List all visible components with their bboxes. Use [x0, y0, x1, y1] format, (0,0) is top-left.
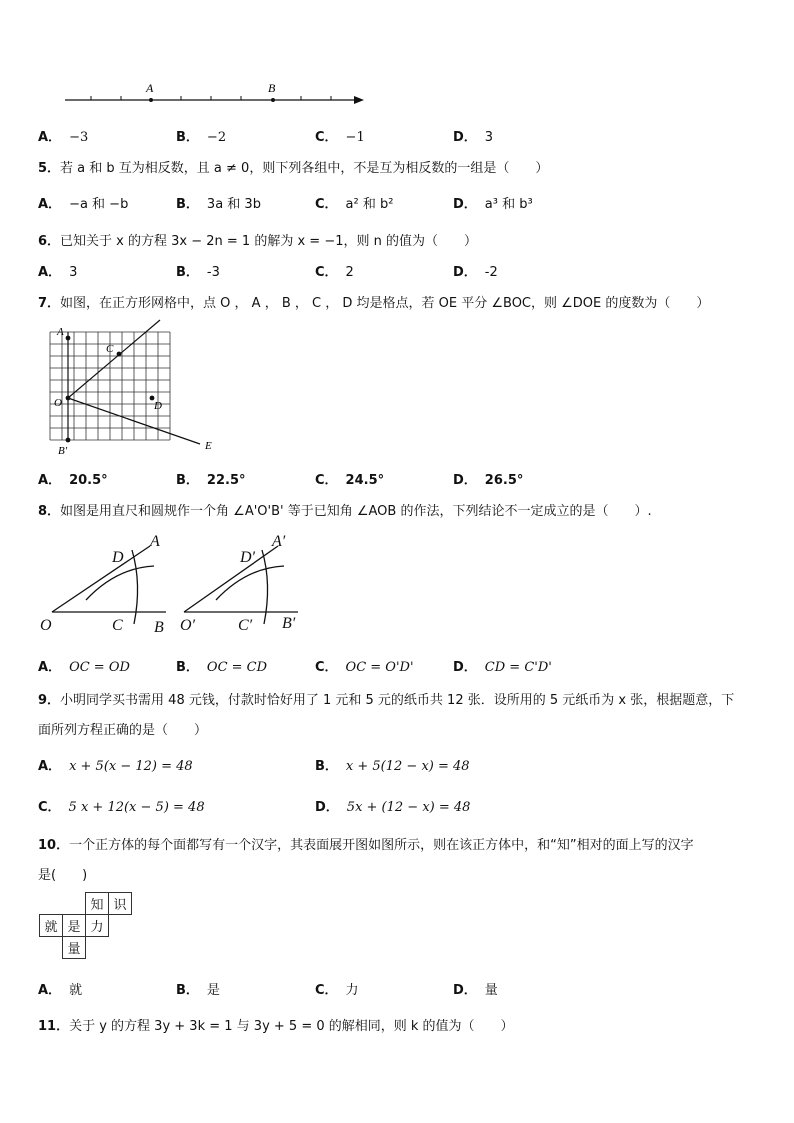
- grid-label-b: B': [58, 445, 68, 457]
- q7-option-a: A． 20.5°: [38, 473, 108, 488]
- q9-stem-line1: 9．小明同学买书需用 48 元钱，付款时恰好用了 1 元和 5 元的纸币共 12 张．设所用的 5 元纸币为 x 张，根据题意，下: [38, 693, 735, 708]
- grid-label-o: O: [54, 397, 62, 409]
- compass-construction-figure: [36, 528, 326, 640]
- net-cell-shi2: 是: [63, 915, 86, 937]
- q8-option-b: B． OC = CD: [176, 660, 268, 675]
- q8-option-a: A． OC = OD: [38, 660, 130, 675]
- grid-label-c: C: [106, 343, 114, 355]
- q8-stem: 8．如图是用直尺和圆规作一个角 ∠A'O'B' 等于已知角 ∠AOB 的作法，下列结论不一定成立的是（ ）.: [38, 504, 652, 519]
- q5-option-a: A． −a 和 −b: [38, 197, 129, 212]
- q8-option-d: D． CD = C'D': [453, 660, 552, 675]
- q4-option-d: D． 3: [453, 130, 494, 145]
- q4-option-b: B． −2: [176, 130, 227, 145]
- net-cell-shi: 识: [109, 893, 132, 915]
- q10-option-b: B． 是: [176, 983, 220, 998]
- net-cell-li: 力: [86, 915, 109, 937]
- q11-stem: 11．关于 y 的方程 3y + 3k = 1 与 3y + 5 = 0 的解相同，则 k 的值为（ ）: [38, 1019, 514, 1034]
- q7-option-d: D． 26.5°: [453, 473, 524, 488]
- grid-angle-figure: [40, 318, 230, 458]
- net-cell-liang: 量: [63, 937, 86, 959]
- q5-stem: 5．若 a 和 b 互为相反数，且 a ≠ 0，则下列各组中，不是互为相反数的一组是（ ）: [38, 161, 549, 176]
- grid-label-a: A: [57, 326, 64, 338]
- point-b-label: B: [268, 81, 276, 95]
- grid-label-e: E: [205, 440, 212, 452]
- grid-label-d: D: [154, 400, 162, 412]
- q10-option-c: C． 力: [315, 983, 359, 998]
- point-a-label: A: [146, 81, 154, 95]
- q10-option-a: A． 就: [38, 983, 83, 998]
- q4-option-c: C． −1: [315, 130, 365, 145]
- q7-stem: 7．如图，在正方形网格中，点 O ， A ， B ， C ， D 均是格点，若 OE 平分 ∠BOC，则 ∠DOE 的度数为（ ）: [38, 296, 710, 311]
- cube-net-figure: [39, 892, 132, 959]
- q10-stem-line1: 10．一个正方体的每个面都写有一个汉字，其表面展开图如图所示，则在该正方体中，和“知”相对的面上写的汉字: [38, 838, 694, 853]
- q5-option-d: D． a³ 和 b³: [453, 197, 533, 212]
- q5-option-c: C． a² 和 b²: [315, 197, 394, 212]
- right-label-o: O′: [180, 617, 196, 634]
- q6-stem: 6．已知关于 x 的方程 3x − 2n = 1 的解为 x = −1，则 n 的值为（ ）: [38, 234, 477, 249]
- left-label-c: C: [112, 617, 123, 634]
- q8-option-c: C． OC = O'D': [315, 660, 414, 675]
- q6-option-b: B． -3: [176, 265, 220, 280]
- net-cell-jiu: 就: [40, 915, 63, 937]
- q10-stem-line2: 是( ): [38, 868, 88, 883]
- right-label-c: C′: [238, 617, 253, 634]
- q6-option-a: A． 3: [38, 265, 78, 280]
- q7-option-b: B． 22.5°: [176, 473, 246, 488]
- q9-option-b: B． x + 5(12 − x) = 48: [315, 759, 470, 774]
- q9-option-a: A． x + 5(x − 12) = 48: [38, 759, 193, 774]
- left-label-d: D: [112, 549, 124, 566]
- q9-option-d: D． 5x + (12 − x) = 48: [315, 800, 471, 815]
- right-label-a: A′: [272, 533, 286, 550]
- number-line-figure: [60, 80, 370, 110]
- q9-option-c: C． 5 x + 12(x − 5) = 48: [38, 800, 205, 815]
- q10-option-d: D． 量: [453, 983, 498, 998]
- left-label-b: B: [154, 619, 164, 636]
- q7-option-c: C． 24.5°: [315, 473, 385, 488]
- q5-option-b: B． 3a 和 3b: [176, 197, 261, 212]
- right-label-d: D′: [240, 549, 256, 566]
- q4-option-a: A． −3: [38, 130, 89, 145]
- net-cell-zhi: 知: [86, 893, 109, 915]
- left-label-a: A: [150, 533, 160, 550]
- q9-stem-line2: 面所列方程正确的是（ ）: [38, 723, 208, 738]
- q6-option-d: D． -2: [453, 265, 498, 280]
- left-label-o: O: [40, 617, 52, 634]
- right-label-b: B′: [282, 615, 296, 632]
- q6-option-c: C． 2: [315, 265, 354, 280]
